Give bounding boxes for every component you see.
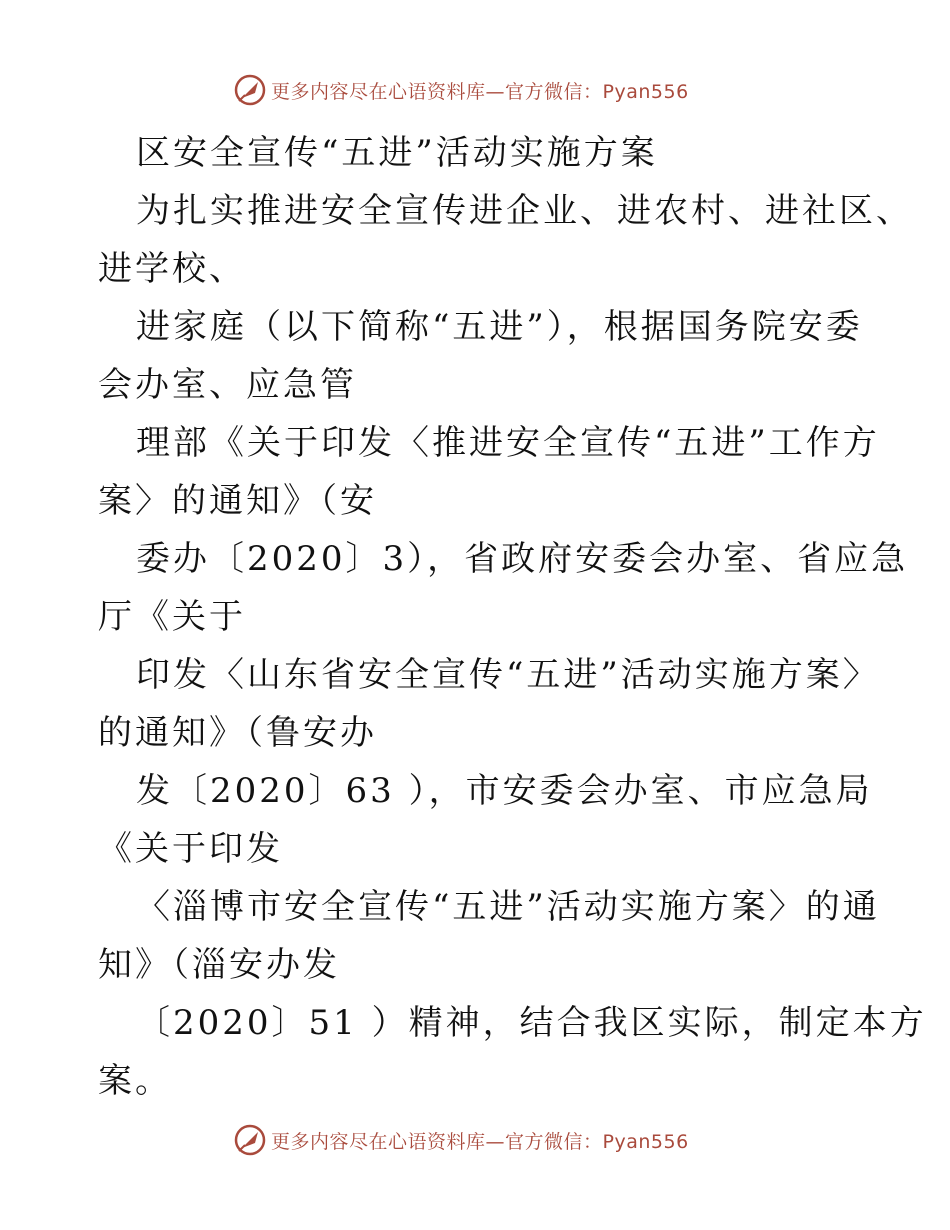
text-line: 厅《关于 — [98, 597, 246, 637]
text-line: 进家庭（以下简称“五进”），根据国务院安委 — [136, 307, 863, 347]
text-line: 知》（淄安办发 — [98, 945, 340, 985]
text-line: 理部《关于印发〈推进安全宣传“五进”工作方 — [136, 423, 880, 463]
feather-pen-logo-icon — [233, 73, 267, 107]
text-line: 进学校、 — [98, 249, 246, 289]
text-line: 的通知》（鲁安办 — [98, 713, 377, 753]
footer-banner-text: 更多内容尽在心语资料库—官方微信：Pyan556 — [271, 1130, 689, 1153]
text-line: 案〉的通知》（安 — [98, 481, 377, 521]
text-line: 发〔2020〕63 ），市安委会办室、市应急局 — [136, 771, 873, 811]
text-line: 〔2020〕51 ）精神，结合我区实际，制定本方 — [136, 1003, 927, 1043]
document-body — [98, 124, 927, 1110]
text-line: 印发〈山东省安全宣传“五进”活动实施方案〉 — [136, 655, 880, 695]
header-banner-text: 更多内容尽在心语资料库—官方微信：Pyan556 — [271, 80, 689, 103]
text-line: 委办〔2020〕3），省政府安委会办室、省应急 — [136, 539, 909, 579]
text-line: 案。 — [98, 1061, 172, 1101]
text-line: 《关于印发 — [98, 829, 283, 869]
text-line: 会办室、应急管 — [98, 365, 357, 405]
header-banner — [233, 72, 689, 108]
footer-banner — [233, 1122, 689, 1158]
text-line: 区安全宣传“五进”活动实施方案 — [136, 133, 658, 173]
text-line: 为扎实推进安全宣传进企业、进农村、进社区、 — [136, 191, 913, 231]
feather-pen-logo-icon — [233, 1123, 267, 1157]
text-line: 〈淄博市安全宣传“五进”活动实施方案〉的通 — [136, 887, 880, 927]
